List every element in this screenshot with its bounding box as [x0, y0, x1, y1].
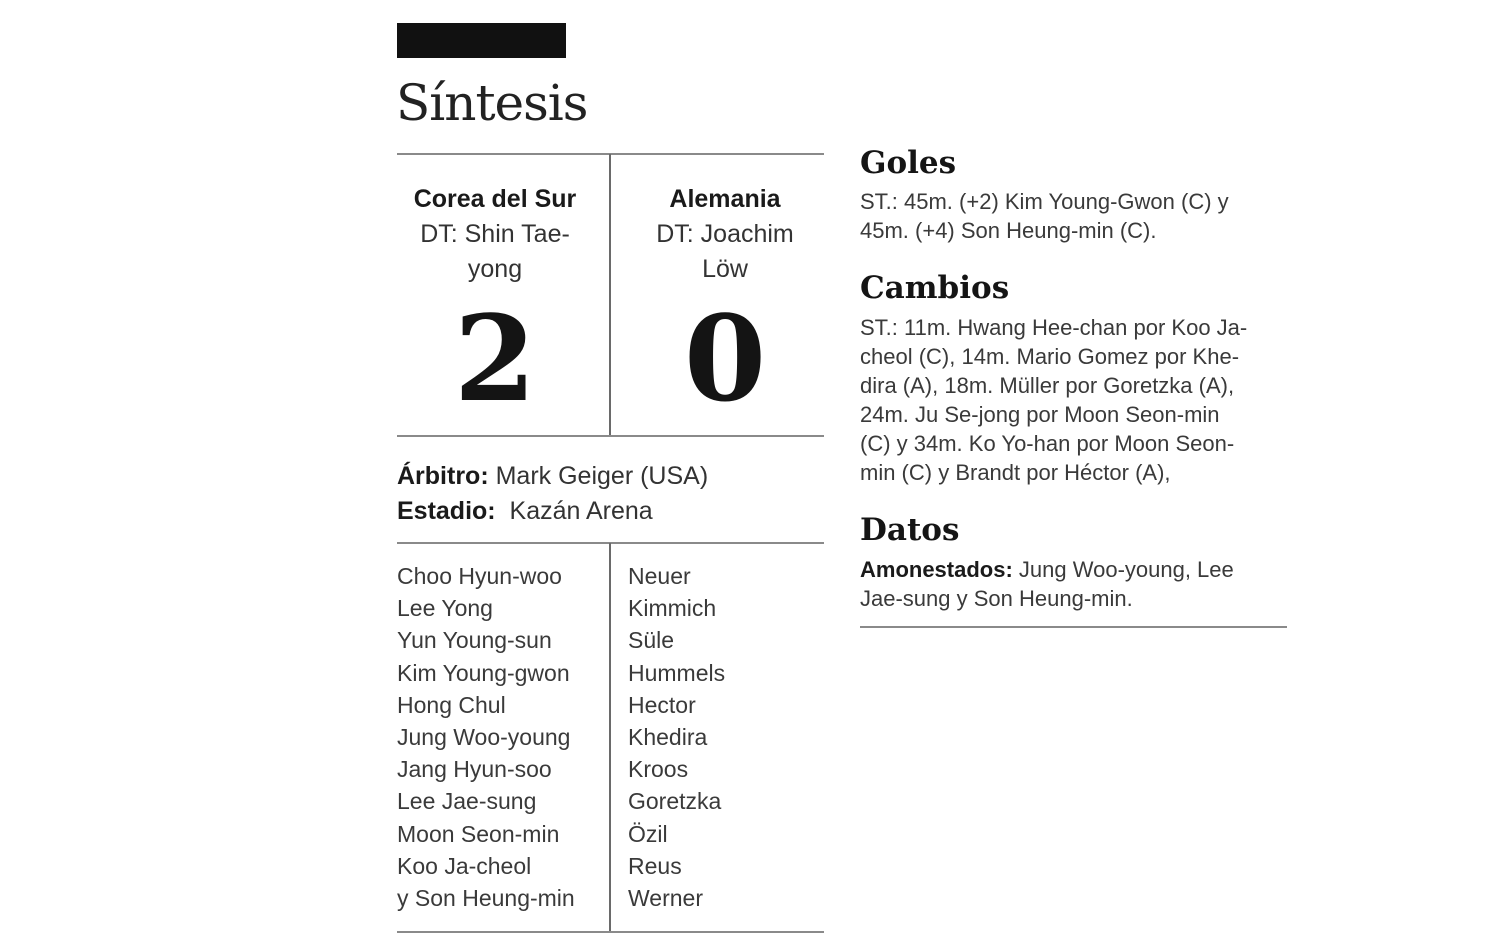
amonestados-label: Amonestados:	[860, 557, 1013, 582]
datos-text	[860, 555, 1300, 613]
cambios-text	[860, 313, 1300, 487]
cambios-line: 24m. Ju Se-jong por Moon Seon-min	[860, 402, 1220, 427]
away-lineup	[628, 560, 725, 914]
referee-line	[397, 461, 708, 491]
player-item: Kim Young-gwon	[397, 659, 570, 686]
stadium-label: Estadio:	[397, 497, 496, 525]
cambios-line: cheol (C), 14m. Mario Gomez por Khe-	[860, 344, 1240, 369]
home-team-name: Corea del Sur	[413, 185, 577, 213]
player-item: Kimmich	[628, 595, 717, 622]
player-item: Neuer	[628, 563, 691, 589]
cambios-line: (C) y 34m. Ko Yo-han por Moon Seon-	[860, 431, 1235, 456]
player-item: Hector	[628, 691, 696, 718]
cambios-heading: Cambios	[860, 270, 1010, 306]
away-coach-line: DT: Joachim	[656, 220, 794, 248]
player-item: Reus	[628, 852, 682, 879]
player-item: Lee Jae-sung	[397, 788, 537, 815]
player-item: Özil	[628, 820, 668, 847]
goles-text	[860, 187, 1300, 245]
away-score: 0	[683, 289, 767, 428]
goles-heading: Goles	[860, 145, 957, 181]
away-team-name: Alemania	[669, 185, 781, 213]
stadium-value: Kazán Arena	[509, 497, 653, 525]
player-item: Hummels	[628, 659, 726, 686]
amonestados-value: Jung Woo-young, Lee	[1012, 557, 1234, 582]
cambios-line: dira (A), 18m. Müller por Goretzka (A),	[860, 373, 1235, 398]
home-team	[397, 182, 593, 287]
divider-teams	[609, 154, 611, 436]
header-bar	[397, 23, 566, 58]
player-item: Moon Seon-min	[397, 820, 560, 847]
player-item: Choo Hyun-woo	[397, 563, 562, 589]
home-coach-line: DT: Shin Tae-	[420, 220, 570, 248]
page-title: Síntesis	[396, 74, 588, 132]
divider-lineups	[609, 543, 611, 933]
player-item: Koo Ja-cheol	[397, 852, 532, 879]
goles-line: ST.: 45m. (+2) Kim Young-Gwon (C) y	[860, 189, 1229, 214]
home-score: 2	[453, 289, 537, 428]
divider-bottom	[397, 931, 824, 933]
divider-score	[397, 435, 824, 437]
player-item: Werner	[628, 885, 703, 912]
player-item: Khedira	[628, 724, 708, 751]
player-item: Lee Yong	[397, 595, 493, 622]
player-item: Süle	[628, 627, 675, 654]
player-item: Yun Young-sun	[397, 627, 552, 654]
player-item: Hong Chul	[397, 691, 506, 718]
datos-line: Jae-sung y Son Heung-min.	[860, 586, 1133, 611]
cambios-line: min (C) y Brandt por Héctor (A),	[860, 460, 1171, 485]
cambios-line: ST.: 11m. Hwang Hee-chan por Koo Ja-	[860, 315, 1248, 340]
away-coach-line: Löw	[702, 255, 748, 283]
player-item: Jung Woo-young	[397, 724, 571, 751]
home-lineup	[397, 560, 575, 914]
datos-heading: Datos	[860, 512, 960, 548]
referee-label: Árbitro:	[397, 462, 489, 490]
player-item: Goretzka	[628, 788, 722, 815]
referee-value: Mark Geiger (USA)	[495, 462, 709, 490]
player-item: Jang Hyun-soo	[397, 756, 552, 783]
divider-right-bottom	[860, 626, 1287, 628]
player-item: y Son Heung-min	[397, 885, 575, 912]
stadium-line	[397, 496, 653, 526]
away-team	[626, 182, 824, 287]
player-item: Kroos	[628, 756, 689, 783]
datos-line	[860, 555, 1300, 584]
home-coach-line: yong	[467, 255, 523, 283]
goles-line: 45m. (+4) Son Heung-min (C).	[860, 218, 1157, 243]
